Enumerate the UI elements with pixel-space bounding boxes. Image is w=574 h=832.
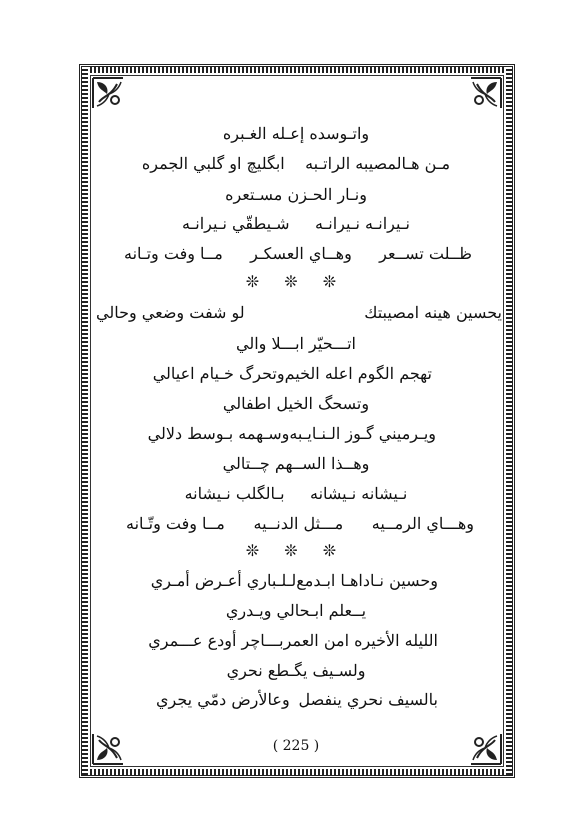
verse-line: ونـار الحـزن مسـتعره bbox=[225, 185, 367, 204]
verse-line: واتـوسده إعـله الغـبره bbox=[222, 124, 370, 143]
verse-line: الليله الأخيره امن العمر بـــاچر أودع عـــمري bbox=[148, 631, 438, 650]
page-number: ( 225 ) bbox=[272, 738, 320, 754]
verse-line: مـن هـالمصيبه الراتـبه ابگليچ او گلبي الجمره bbox=[141, 154, 451, 173]
floral-corner-icon bbox=[469, 76, 503, 110]
verse-line: ظــلت تســعر وهــاي العسكـر مــا وفت وتـانه bbox=[124, 244, 472, 263]
verse-line: اتـــحيّر ابـــلا والي bbox=[235, 334, 356, 353]
verse-line: نـيرانـه نـيرانـه شـيطقّي نـيرانـه bbox=[182, 214, 410, 233]
verse-line: ويـرميني گـوز الـنـايـبه وسـهمه بـوسط دلالي bbox=[147, 424, 436, 443]
verse-line: يــعلم ابـحالي ويـدري bbox=[225, 601, 367, 620]
verse-line: وهــذا الســهم چــتالي bbox=[222, 454, 370, 473]
border-band-bottom bbox=[82, 769, 512, 775]
verse-line: يحسين هينه امصيبتك لو شفت وضعي وحالي bbox=[96, 303, 502, 322]
verse-line: ولسـيف يگـطع نحري bbox=[226, 661, 366, 680]
floral-corner-icon bbox=[91, 76, 125, 110]
verse-line: بالسيف نحري ينفصل وعالأرض دمّي يجري bbox=[156, 690, 438, 709]
border-band-right bbox=[506, 67, 512, 775]
border-band-top bbox=[82, 67, 512, 73]
verse-line: وهـــاي الرمــيه مـــثل الدنــيه مــا وفت وتّـانه bbox=[126, 514, 474, 533]
verse-line: وتسحگ الخيل اطفالي bbox=[222, 394, 370, 413]
verse-line: تهجم الگوم اعله الخيم وتحرگ خـيام اعيالي bbox=[152, 364, 432, 383]
verse-line: نـيشانه نـيشانه بـالگلب نـيشانه bbox=[184, 484, 408, 503]
stanza-separator: ❊ ❊ ❊ bbox=[245, 541, 347, 560]
stanza-separator: ❊ ❊ ❊ bbox=[245, 272, 347, 291]
verse-line: وحسين نـاداهـا ابـدمع لـلـباري أعـرض أمـري bbox=[150, 571, 438, 590]
border-band-left bbox=[82, 67, 88, 775]
